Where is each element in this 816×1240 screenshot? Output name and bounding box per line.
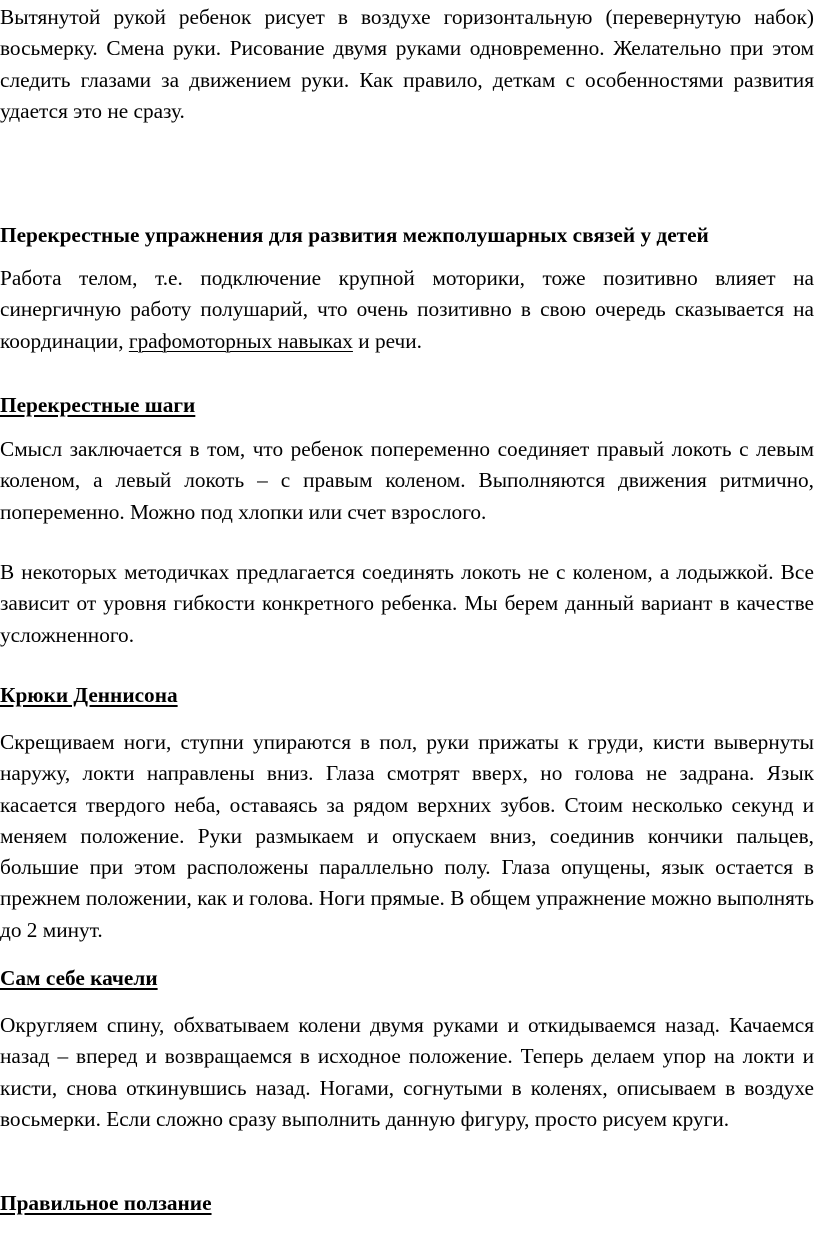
section-intro-text-start: Работа телом, т.е. подключение крупной моторики, тоже позитивно влияет на синергичную работу полушарий, что очень позитивно в свою очередь сказывается на координации, xyxy=(0,266,814,353)
graphomotor-skills-link[interactable]: графомоторных навыках xyxy=(128,328,353,353)
section-intro-paragraph xyxy=(0,263,814,357)
exercise-title-proper-crawling: Правильное ползание xyxy=(0,1191,212,1215)
exercise-title-self-swing: Сам себе качели xyxy=(0,966,158,990)
self-swing-paragraph: Округляем спину, обхватываем колени двумя руками и откидываемся назад. Качаемся назад – вперед и возвращаемся в исходное положение. Теперь делаем упор на локти и кисти, снова откинувшись назад. Ногами, согнутыми в коленях, описываем в воздухе восьмерки. Если сложно сразу выполнить данную фигуру, просто рисуем круги. xyxy=(0,1013,814,1131)
section-title: Перекрестные упражнения для развития межполушарных связей у детей xyxy=(0,223,709,247)
exercise-title-dennison-hooks: Крюки Деннисона xyxy=(0,683,178,707)
dennison-hooks-paragraph: Скрещиваем ноги, ступни упираются в пол, руки прижаты к груди, кисти вывернуты наружу, локти направлены вниз. Глаза смотрят вверх, но голова не задрана. Язык касается твердого неба, оставаясь за рядом верхних зубов. Стоим несколько секунд и меняем положение. Руки размыкаем и опускаем вниз, соединив кончики пальцев, большие при этом расположены параллельно полу. Глаза опущены, язык остается в прежнем положении, как и голова. Ноги прямые. В общем упражнение можно выполнять до 2 минут. xyxy=(0,730,814,942)
intro-paragraph: Вытянутой рукой ребенок рисует в воздухе горизонтальную (перевернутую набок) восьмерку. Смена руки. Рисование двумя руками одновременно. Желательно при этом следить глазами за движением руки. Как правило, деткам с особенностями развития удается это не сразу. xyxy=(0,5,814,123)
cross-steps-paragraph-2: В некоторых методичках предлагается соединять локоть не с коленом, а лодыжкой. Все зависит от уровня гибкости конкретного ребенка. Мы берем данный вариант в качестве усложненного. xyxy=(0,560,814,647)
section-intro-text-end: и речи. xyxy=(352,328,422,353)
exercise-title-cross-steps: Перекрестные шаги xyxy=(0,393,196,417)
cross-steps-paragraph-1: Смысл заключается в том, что ребенок попеременно соединяет правый локоть с левым коленом, а левый локоть – с правым коленом. Выполняются движения ритмично, попеременно. Можно под хлопки или счет взрослого. xyxy=(0,437,814,524)
